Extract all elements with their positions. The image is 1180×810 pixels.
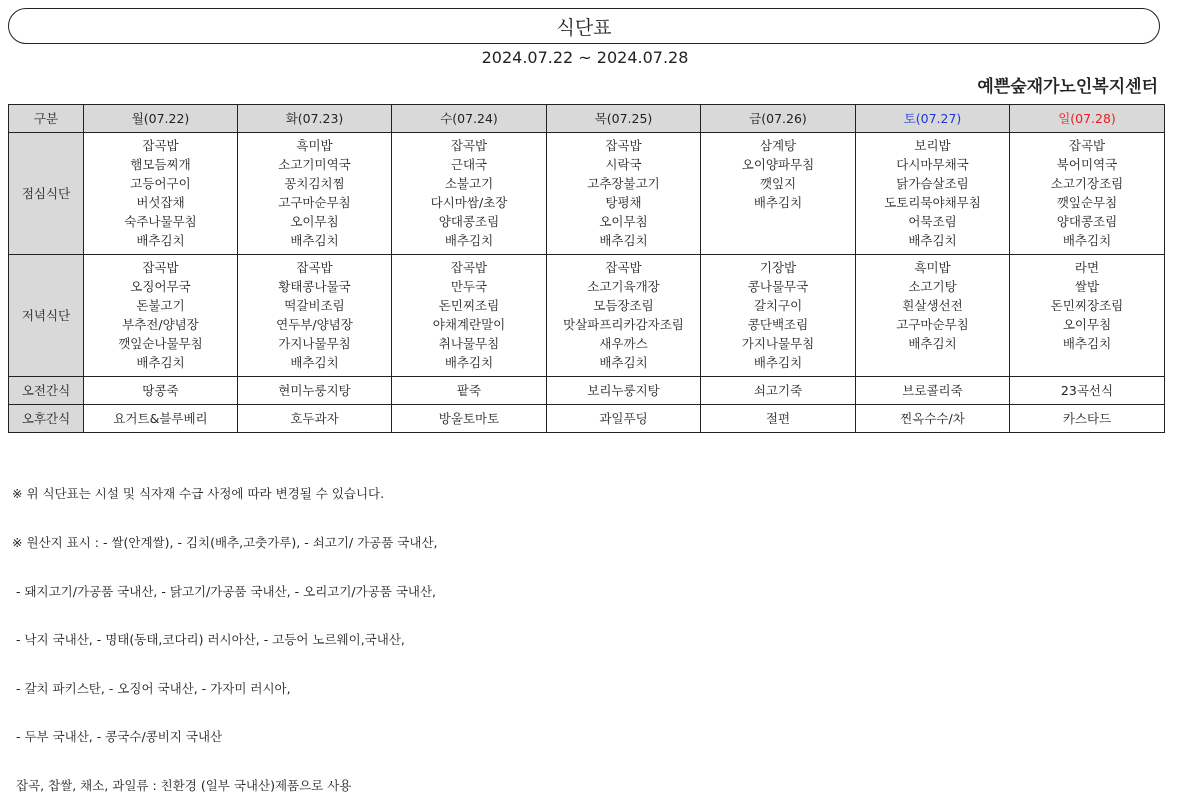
afternoon-snack-sat: 찐옥수수/차 [856,405,1010,433]
lunch-cell-mon [84,133,238,255]
lunch-cell-tue [238,133,392,255]
menu-item: 잡곡밥 [142,260,179,275]
menu-item: 잡곡밥 [1068,138,1106,153]
menu-item: 오징어무국 [130,279,191,294]
day-header-wed: 수(07.24) [392,105,547,133]
menu-item: 배추김치 [908,336,957,351]
morning-snack-mon: 땅콩죽 [84,377,238,405]
morning-snack-thu: 보리누룽지탕 [547,377,701,405]
header-row [9,105,1165,133]
lunch-cell-sun [1010,133,1165,255]
dinner-cell-thu [547,255,701,377]
menu-item: 흑미밥 [296,138,333,153]
dinner-cell-fri [701,255,856,377]
date-range: 2024.07.22 ~ 2024.07.28 [481,48,689,67]
menu-item: 깻잎순무침 [1056,195,1118,210]
menu-item: 고추장불고기 [587,176,660,191]
menu-item: 배추김치 [599,233,648,248]
menu-item: 고구마순무침 [278,195,351,210]
day-header-mon: 월(07.22) [84,105,238,133]
note-line: ※ 원산지 표시 : - 쌀(안계쌀), - 김치(배추,고춧가루), - 쇠고기/ 가공품 국내산, [12,535,438,551]
menu-item: 깻잎순나물무침 [118,336,203,351]
menu-item: 황태콩나물국 [278,279,351,294]
page-title: 식단표 [556,16,612,39]
menu-item: 갈치구이 [753,298,803,313]
note-line: ※ 위 식단표는 시설 및 식자재 수급 사정에 따라 변경될 수 있습니다. [12,486,385,502]
menu-item: 보리밥 [914,138,951,153]
menu-item: 배추김치 [136,355,185,370]
menu-item: 모듬장조림 [593,298,654,313]
menu-item: 잡곡밥 [605,138,642,153]
menu-item: 배추김치 [136,233,185,248]
menu-item: 버섯잡채 [136,195,185,210]
lunch-row-label: 점심식단 [9,133,84,255]
lunch-cell-fri [701,133,856,255]
menu-item: 배추김치 [1062,336,1112,351]
lunch-row [9,133,1165,255]
menu-item: 다시마쌈/초장 [430,195,508,210]
menu-item: 오이양파무침 [741,157,815,172]
menu-item: 흰살생선전 [902,298,963,313]
menu-item: 소고기육개장 [587,279,660,294]
menu-item: 깻잎지 [759,176,797,191]
menu-item: 배추김치 [444,355,494,370]
day-header-fri: 금(07.26) [701,105,856,133]
note-line: - 갈치 파키스탄, - 오징어 국내산, - 가자미 러시아, [12,680,291,696]
menu-item: 잡곡밥 [450,138,488,153]
menu-item: 잡곡밥 [605,260,642,275]
menu-item: 숙주나물무침 [124,214,197,229]
menu-item: 잡곡밥 [450,260,488,275]
afternoon-snack-fri: 절편 [701,405,856,433]
menu-item: 배추김치 [290,233,339,248]
morning-snack-fri: 쇠고기죽 [701,377,856,405]
menu-item: 가지나물무침 [741,336,815,351]
menu-item: 닭가슴살조림 [896,176,969,191]
menu-item: 양대콩조림 [1056,214,1118,229]
menu-item: 배추김치 [444,233,494,248]
menu-item: 삼계탕 [759,138,797,153]
dinner-row [9,255,1165,377]
menu-item: 오이무침 [290,214,339,229]
lunch-cell-wed [392,133,547,255]
menu-item: 돈불고기 [136,298,185,313]
corner-header: 구분 [9,105,84,133]
menu-item: 배추김치 [753,355,803,370]
menu-item: 꽁치김치찜 [284,176,345,191]
menu-item: 돈민찌장조림 [1050,298,1124,313]
menu-item: 배추김치 [1062,233,1112,248]
note-line: - 돼지고기/가공품 국내산, - 닭고기/가공품 국내산, - 오리고기/가공품 국내산, [12,583,437,599]
menu-item: 북어미역국 [1056,157,1118,172]
lunch-cell-thu [547,133,701,255]
menu-item: 배추김치 [753,195,803,210]
center-name: 예쁜숲재가노인복지센터 [977,77,1158,97]
afternoon-snack-mon: 요거트&블루베리 [84,405,238,433]
menu-item: 잡곡밥 [296,260,333,275]
menu-item: 라면 [1074,260,1100,275]
menu-item: 오이무침 [599,214,648,229]
day-header-thu: 목(07.25) [547,105,701,133]
menu-item: 돈민찌조림 [438,298,500,313]
dinner-row-label: 저녁식단 [9,255,84,377]
afternoon-snack-thu: 과일푸딩 [547,405,701,433]
menu-item: 소고기장조림 [1050,176,1124,191]
menu-item: 부추전/양념장 [122,317,199,332]
afternoon-snack-tue: 호두과자 [238,405,392,433]
menu-item: 오이무침 [1062,317,1112,332]
dinner-cell-tue [238,255,392,377]
menu-item: 햄모듬찌개 [130,157,191,172]
menu-body [9,133,1165,433]
menu-item: 쌀밥 [1074,279,1100,294]
morning-snack-tue: 현미누룽지탕 [238,377,392,405]
afternoon-snack-wed: 방울토마토 [392,405,547,433]
menu-item: 배추김치 [599,355,648,370]
menu-item: 소고기탕 [908,279,957,294]
afternoon-snack-row [9,405,1165,433]
morning-snack-wed: 팥죽 [392,377,547,405]
menu-item: 고등어구이 [130,176,191,191]
menu-item: 가지나물무침 [278,336,351,351]
day-header-sun: 일(07.28) [1010,105,1165,133]
notes [12,454,438,810]
menu-item: 도토리묵야채무침 [884,195,981,210]
menu-item: 고구마순무침 [896,317,969,332]
menu-item: 콩나물무국 [747,279,809,294]
menu-item: 기장밥 [759,260,797,275]
menu-item: 다시마무채국 [896,157,969,172]
note-line: - 낙지 국내산, - 명태(동태,코다리) 러시아산, - 고등어 노르웨이,국내산, [12,632,405,648]
note-line: - 두부 국내산, - 콩국수/콩비지 국내산 [12,729,223,745]
menu-item: 배추김치 [908,233,957,248]
dinner-cell-sat [856,255,1010,377]
day-header-sat: 토(07.27) [856,105,1010,133]
lunch-cell-sat [856,133,1010,255]
morning-snack-label: 오전간식 [9,377,84,405]
menu-item: 취나물무침 [438,336,500,351]
menu-item: 소불고기 [444,176,494,191]
title-box [8,8,1160,44]
dinner-cell-wed [392,255,547,377]
menu-table [8,104,1165,433]
menu-item: 탕평채 [605,195,642,210]
menu-item: 떡갈비조림 [284,298,345,313]
menu-item: 맛살파프리카감자조림 [563,317,684,332]
morning-snack-sun: 23곡선식 [1010,377,1165,405]
note-line: 잡곡, 찹쌀, 채소, 과일류 : 친환경 (일부 국내산)제품으로 사용 [12,778,352,794]
menu-item: 시락국 [605,157,642,172]
menu-item: 야채계란말이 [432,317,506,332]
menu-item: 흑미밥 [914,260,951,275]
menu-item: 새우까스 [599,336,648,351]
menu-item: 양대콩조림 [438,214,500,229]
dinner-cell-mon [84,255,238,377]
menu-item: 잡곡밥 [142,138,179,153]
menu-item: 콩단백조림 [747,317,809,332]
menu-item: 어묵조림 [908,214,957,229]
menu-item: 소고기미역국 [278,157,351,172]
afternoon-snack-label: 오후간식 [9,405,84,433]
menu-item: 배추김치 [290,355,339,370]
menu-item: 연두부/양념장 [276,317,353,332]
menu-item: 근대국 [450,157,488,172]
morning-snack-row [9,377,1165,405]
day-header-tue: 화(07.23) [238,105,392,133]
afternoon-snack-sun: 카스타드 [1010,405,1165,433]
menu-item: 만두국 [450,279,488,294]
morning-snack-sat: 브로콜리죽 [856,377,1010,405]
dinner-cell-sun [1010,255,1165,377]
